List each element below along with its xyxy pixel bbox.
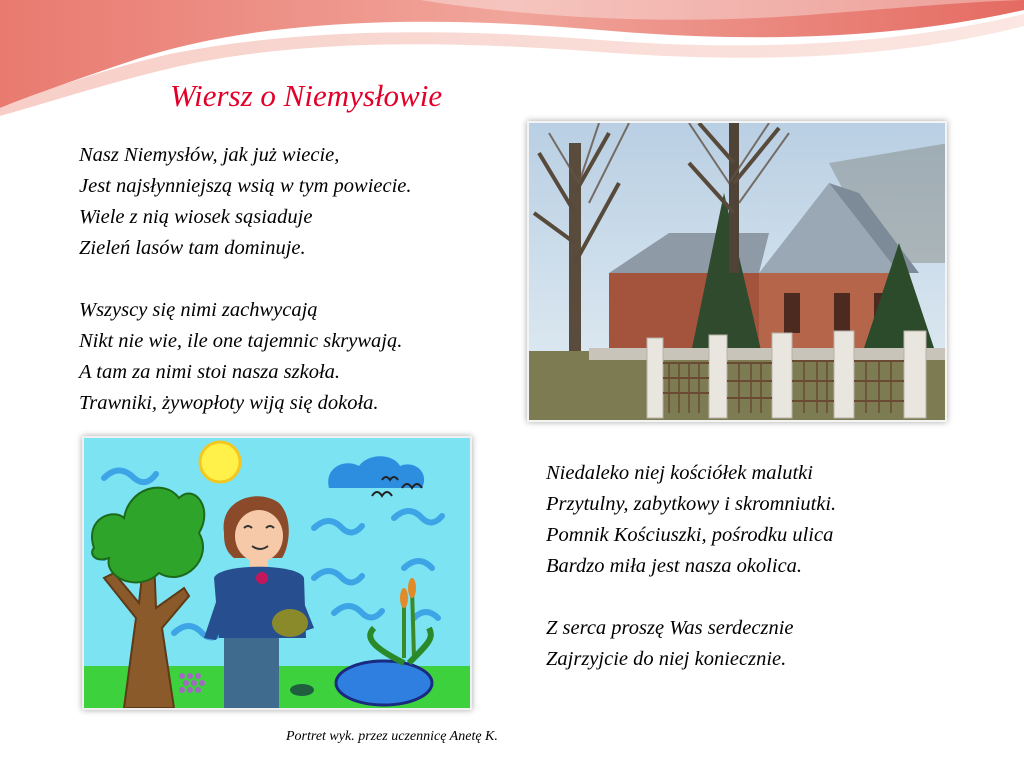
church-photo [527,121,947,422]
poem-line: Wszyscy się nimi zachwycają [79,299,318,321]
poem-line: Nikt nie wie, ile one tajemnic skrywają. [79,330,403,352]
poem-left-column [79,140,412,419]
poem-line: Przytulny, zabytkowy i skromniutki. [546,493,837,515]
drawing-caption: Portret wyk. przez uczennicę Anetę K. [286,729,498,744]
poem-line: A tam za nimi stoi nasza szkoła. [79,361,341,383]
page-title: Wiersz o Niemysłowie [170,78,443,113]
poem-right-column [546,458,836,675]
poem-line: Trawniki, żywopłoty wiją się dokoła. [79,392,379,414]
poem-line: Zajrzyjcie do niej koniecznie. [546,648,787,670]
stanza-gap [546,582,836,613]
poem-line: Z serca proszę Was serdecznie [546,617,794,639]
poem-line: Niedaleko niej kościółek malutki [546,462,813,484]
poem-line: Pomnik Kościuszki, pośrodku ulica [546,524,834,546]
poem-line: Nasz Niemysłów, jak już wiecie, [79,144,340,166]
poem-line: Zieleń lasów tam dominuje. [79,237,306,259]
poem-line: Jest najsłynniejszą wsią w tym powiecie. [79,175,412,197]
poem-line: Bardzo miła jest nasza okolica. [546,555,803,577]
student-drawing-portrait [82,436,472,710]
header-wave-decoration [0,0,1024,120]
poem-line: Wiele z nią wiosek sąsiaduje [79,206,313,228]
stanza-gap [79,264,412,295]
